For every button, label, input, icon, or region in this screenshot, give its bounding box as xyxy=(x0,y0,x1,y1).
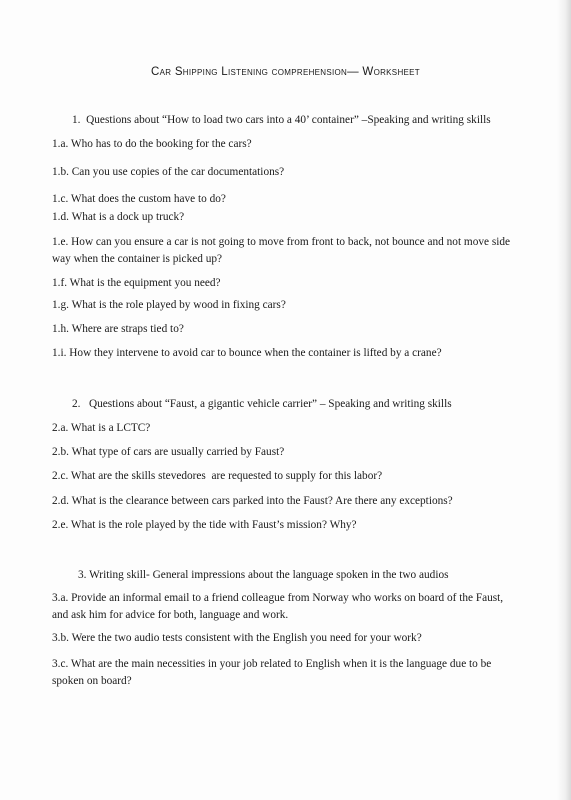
question-1g: 1.g. What is the role played by wood in fixing cars? xyxy=(52,299,286,311)
question-1h: 1.h. Where are straps tied to? xyxy=(52,323,184,335)
question-3c: 3.c. What are the main necessities in your job related to English when it is the language due to be spoken on board? xyxy=(52,658,492,687)
section-3-heading: 3. Writing skill- General impressions about the language spoken in the two audios xyxy=(78,569,449,581)
section-1-heading: 1. Questions about “How to load two cars into a 40’ container” –Speaking and writing skills xyxy=(72,114,491,126)
question-2d: 2.d. What is the clearance between cars parked into the Faust? Are there any exceptions? xyxy=(52,495,453,507)
question-3b: 3.b. Were the two audio tests consistent with the English you need for your work? xyxy=(52,632,422,644)
question-2e: 2.e. What is the role played by the tide with Faust’s mission? Why? xyxy=(52,519,357,531)
page-edge-shadow xyxy=(557,0,571,800)
question-2c: 2.c. What are the skills stevedores are requested to supply for this labor? xyxy=(52,470,383,482)
question-2a: 2.a. What is a LCTC? xyxy=(52,422,151,434)
question-1c: 1.c. What does the custom have to do? xyxy=(52,193,226,205)
question-1i: 1.i. How they intervene to avoid car to bounce when the container is lifted by a crane? xyxy=(52,347,442,359)
question-1d: 1.d. What is a dock up truck? xyxy=(52,211,185,223)
question-1a: 1.a. Who has to do the booking for the cars? xyxy=(52,138,252,150)
question-1b: 1.b. Can you use copies of the car documentations? xyxy=(52,166,285,178)
section-2-heading: 2. Questions about “Faust, a gigantic vehicle carrier” – Speaking and writing skills xyxy=(72,398,452,410)
question-1f: 1.f. What is the equipment you need? xyxy=(52,277,221,289)
worksheet-title: Car Shipping Listening comprehension— Worksheet xyxy=(151,66,420,78)
question-2b: 2.b. What type of cars are usually carried by Faust? xyxy=(52,446,285,458)
question-1e: 1.e. How can you ensure a car is not going to move from front to back, not bounce and not move side way when the container is picked up? xyxy=(52,236,511,265)
question-3a: 3.a. Provide an informal email to a friend colleague from Norway who works on board of the Faust, and ask him for advice for both, language and work. xyxy=(52,592,504,621)
